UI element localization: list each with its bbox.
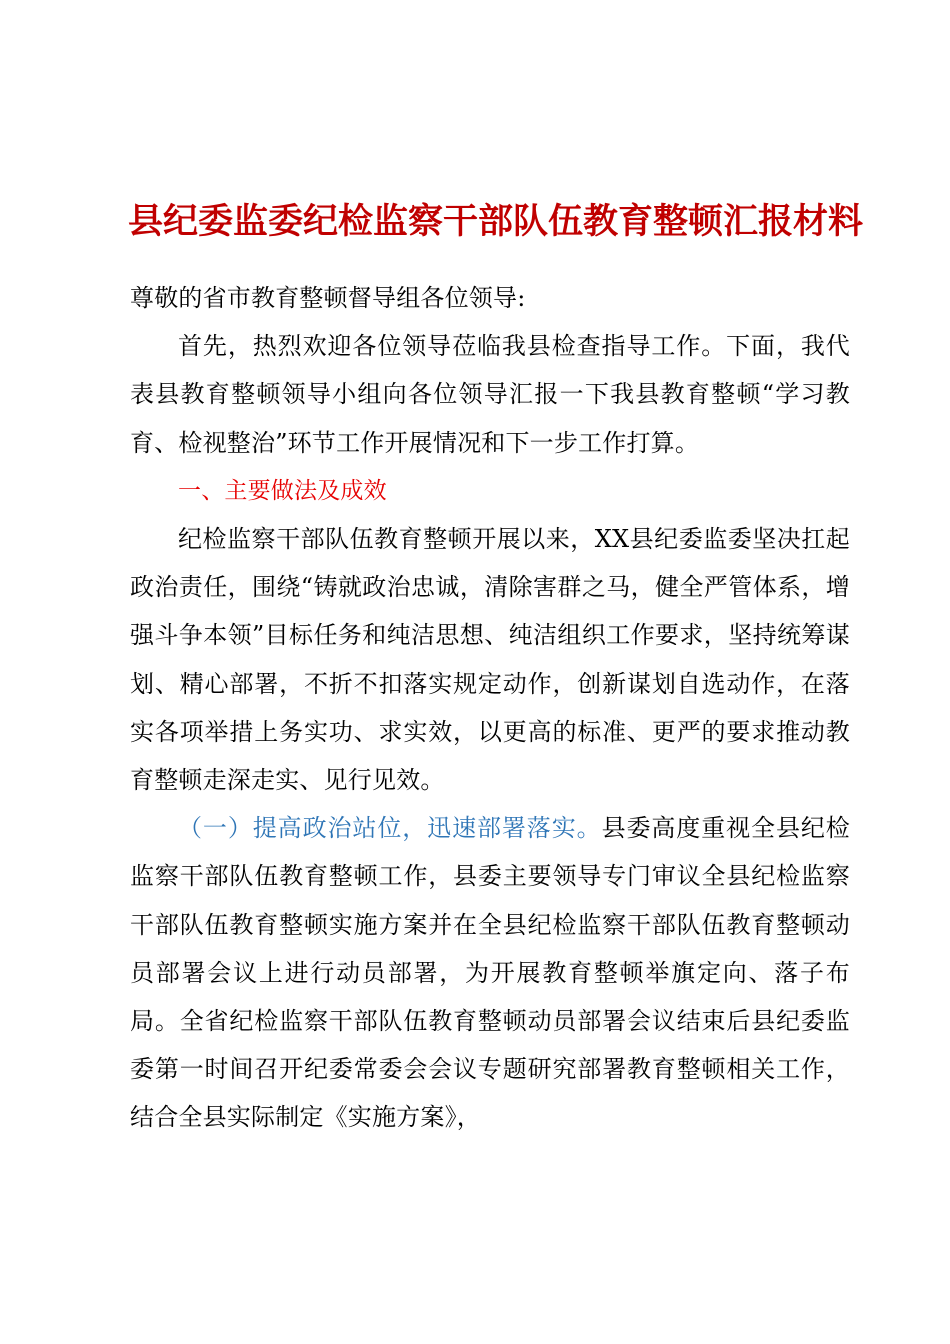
section-paragraph: 纪检监察干部队伍教育整顿开展以来，XX县纪委监委坚决扛起政治责任，围绕“铸就政治忠诚，清除害群之马，健全严管体系，增强斗争本领”目标任务和纯洁思想、纯洁组织工作要求，坚持统筹谋划、精心部署，不折不扣落实规定动作，创新谋划自选动作，在落实各项举措上务实功、求实效，以更高的标准、更严的要求推动教育整顿走深走实、见行见效。 <box>130 525 850 795</box>
section-heading: 一、主要做法及成效 <box>178 477 387 504</box>
subsection-paragraph <box>130 804 850 1141</box>
document-body <box>130 274 850 1142</box>
subsection-text: 县委高度重视全县纪检监察干部队伍教育整顿工作，县委主要领导专门审议全县纪检监察干部队伍教育整顿实施方案并在全县纪检监察干部队伍教育整顿动员部署会议上进行动员部署，为开展教育整顿举旗定向、落子布局。全省纪检监察干部队伍教育整顿动员部署会议结束后县纪委监委第一时间召开纪委常委会会议专题研究部署教育整顿相关工作，结合全县实际制定《实施方案》， <box>130 814 850 1132</box>
salutation: 尊敬的省市教育整顿督导组各位领导: <box>130 284 526 312</box>
subsection-lead: （一）提高政治站位，迅速部署落实。 <box>178 814 602 843</box>
intro-paragraph: 首先，热烈欢迎各位领导莅临我县检查指导工作。下面，我代表县教育整顿领导小组向各位领导汇报一下我县教育整顿“学习教育、检视整治”环节工作开展情况和下一步工作打算。 <box>130 332 850 457</box>
document-title: 县纪委监委纪检监察干部队伍教育整顿汇报材料 <box>128 202 864 242</box>
